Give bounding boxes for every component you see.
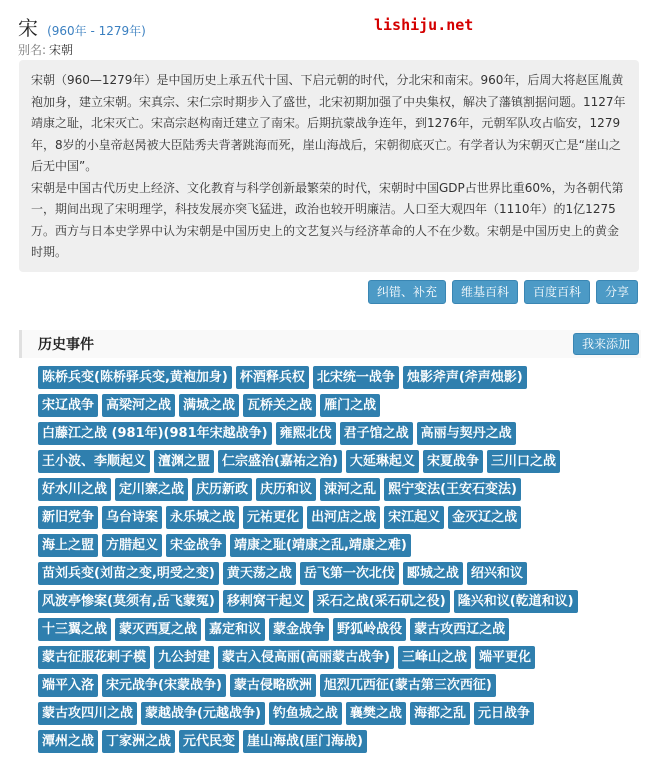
wikipedia-button[interactable]: 维基百科 (452, 280, 518, 304)
event-tag[interactable]: 嘉定和议 (205, 618, 265, 641)
event-tag[interactable]: 海上之盟 (38, 534, 98, 557)
dynasty-years: (960年 - 1279年) (47, 24, 146, 38)
event-tag[interactable]: 靖康之耻(靖康之乱,靖康之难) (230, 534, 411, 557)
event-row (38, 646, 638, 669)
event-tag[interactable]: 潭州之战 (38, 730, 98, 753)
site-watermark: lishiju.net (374, 16, 474, 34)
event-tag[interactable]: 元代民变 (179, 730, 239, 753)
event-tag[interactable]: 北宋统一战争 (313, 366, 399, 389)
event-tag[interactable]: 郾城之战 (403, 562, 463, 585)
event-tag[interactable]: 宋金战争 (166, 534, 226, 557)
event-tag[interactable]: 宋元战争(宋蒙战争) (102, 674, 226, 697)
event-tag[interactable]: 苗刘兵变(刘苗之变,明受之变) (38, 562, 219, 585)
event-tag[interactable]: 十三翼之战 (38, 618, 111, 641)
event-tag[interactable]: 野狐岭战役 (333, 618, 406, 641)
event-tag[interactable]: 移剌窝干起义 (223, 590, 309, 613)
event-tag[interactable]: 方腊起义 (102, 534, 162, 557)
dynasty-title: 宋 (18, 16, 38, 40)
event-tag[interactable]: 九公封建 (154, 646, 214, 669)
event-tag[interactable]: 蒙越战争(元越战争) (141, 702, 265, 725)
event-tag[interactable]: 三川口之战 (487, 450, 560, 473)
event-tag[interactable]: 采石之战(采石矶之役) (313, 590, 450, 613)
description-paragraph-1: 宋朝（960—1279年）是中国历史上承五代十国、下启元朝的时代，分北宋和南宋。960年，后周大将赵匡胤黄袍加身，建立宋朝。宋真宗、宋仁宗时期步入了盛世，北宋初期加强了中央集权，解决了藩镇割据问题。1127年靖康之耻，北宋灭亡。宋高宗赵构南迁建立了南宋。后期抗蒙战争连年，到1276年，元朝军队攻占临安，1279年，8岁的小皇帝赵昺被大臣陆秀夫背著跳海而死，崖山海战后，宋朝彻底灭亡。有学者认为宋朝灭亡是“崖山之后无中国”。 (31, 73, 626, 173)
event-tag[interactable]: 蒙灭西夏之战 (115, 618, 201, 641)
event-tag[interactable]: 隆兴和议(乾道和议) (454, 590, 578, 613)
event-tag[interactable]: 大延琳起义 (346, 450, 419, 473)
event-tag[interactable]: 新旧党争 (38, 506, 98, 529)
event-tag[interactable]: 庆历和议 (256, 478, 316, 501)
event-tag[interactable]: 澶渊之盟 (154, 450, 214, 473)
event-tag[interactable]: 庆历新政 (192, 478, 252, 501)
event-tag[interactable]: 雍熙北伐 (276, 422, 336, 445)
event-tag[interactable]: 蒙古侵略欧洲 (230, 674, 316, 697)
add-event-button[interactable]: 我来添加 (573, 333, 639, 355)
alias-line (18, 41, 73, 58)
event-tag[interactable]: 烛影斧声(斧声烛影) (403, 366, 527, 389)
event-row (38, 366, 638, 389)
event-tag[interactable]: 君子馆之战 (340, 422, 413, 445)
event-tag[interactable]: 端平入洛 (38, 674, 98, 697)
event-tag[interactable]: 定川寨之战 (115, 478, 188, 501)
event-tag[interactable]: 白藤江之战 (981年)(981年宋越战争) (38, 422, 272, 445)
event-tag-list (38, 366, 638, 758)
section-title: 历史事件 (38, 337, 94, 353)
event-tag[interactable]: 蒙古征服花剌子模 (38, 646, 150, 669)
page-header (18, 12, 662, 56)
event-tag[interactable]: 三峰山之战 (398, 646, 471, 669)
dynasty-description (19, 60, 639, 272)
event-tag[interactable]: 丁家洲之战 (102, 730, 175, 753)
share-button[interactable]: 分享 (596, 280, 638, 304)
description-paragraph-2: 宋朝是中国古代历史上经济、文化教育与科学创新最繁荣的时代，宋朝时中国GDP占世界比重60%，为各朝代第一，期间出现了宋明理学，科技发展亦突飞猛进，政治也较开明廉洁。人口至大观四年（1110年）的1亿1275万。西方与日本史学界中认为宋朝是中国历史上的文艺复兴与经济革命的人不在少数。宋朝是中国历史上的黄金时期。 (31, 180, 624, 259)
event-row (38, 506, 638, 529)
event-tag[interactable]: 涑河之乱 (320, 478, 380, 501)
event-tag[interactable]: 仁宗盛治(嘉祐之治) (218, 450, 342, 473)
event-tag[interactable]: 襄樊之战 (346, 702, 406, 725)
section-header (19, 330, 641, 358)
baidu-baike-button[interactable]: 百度百科 (524, 280, 590, 304)
event-tag[interactable]: 蒙古入侵高丽(高丽蒙古战争) (218, 646, 394, 669)
event-tag[interactable]: 蒙古攻四川之战 (38, 702, 137, 725)
event-tag[interactable]: 元日战争 (474, 702, 534, 725)
event-row (38, 450, 638, 473)
event-tag[interactable]: 端平更化 (475, 646, 535, 669)
event-tag[interactable]: 宋辽战争 (38, 394, 98, 417)
event-tag[interactable]: 宋江起义 (384, 506, 444, 529)
event-row (38, 562, 638, 585)
event-tag[interactable]: 海都之乱 (410, 702, 470, 725)
event-tag[interactable]: 黄天荡之战 (223, 562, 296, 585)
event-tag[interactable]: 蒙古攻西辽之战 (410, 618, 509, 641)
alias-value: 宋朝 (49, 43, 74, 57)
event-tag[interactable]: 瓦桥关之战 (243, 394, 316, 417)
event-tag[interactable]: 永乐城之战 (166, 506, 239, 529)
event-row (38, 674, 638, 697)
event-tag[interactable]: 旭烈兀西征(蒙古第三次西征) (320, 674, 496, 697)
event-tag[interactable]: 熙宁变法(王安石变法) (384, 478, 521, 501)
event-tag[interactable]: 好水川之战 (38, 478, 111, 501)
event-tag[interactable]: 高丽与契丹之战 (417, 422, 516, 445)
event-row (38, 534, 638, 557)
event-row (38, 422, 638, 445)
event-tag[interactable]: 陈桥兵变(陈桥驿兵变,黄袍加身) (38, 366, 232, 389)
event-tag[interactable]: 岳飞第一次北伐 (300, 562, 399, 585)
event-tag[interactable]: 王小波、李顺起义 (38, 450, 150, 473)
event-row (38, 702, 638, 725)
event-row (38, 590, 638, 613)
event-tag[interactable]: 宋夏战争 (423, 450, 483, 473)
alias-label: 别名: (18, 43, 47, 57)
event-tag[interactable]: 蒙金战争 (269, 618, 329, 641)
event-tag[interactable]: 高梁河之战 (102, 394, 175, 417)
action-buttons (368, 280, 638, 304)
event-row (38, 394, 638, 417)
event-row (38, 478, 638, 501)
event-tag[interactable]: 元祐更化 (243, 506, 303, 529)
event-tag[interactable]: 杯酒释兵权 (236, 366, 309, 389)
event-row (38, 730, 638, 753)
event-tag[interactable]: 雁门之战 (320, 394, 380, 417)
event-tag[interactable]: 满城之战 (179, 394, 239, 417)
event-tag[interactable]: 钓鱼城之战 (269, 702, 342, 725)
event-tag[interactable]: 崖山海战(厓门海战) (243, 730, 367, 753)
correct-button[interactable]: 纠错、补充 (368, 280, 446, 304)
event-tag[interactable]: 乌台诗案 (102, 506, 162, 529)
events-section (19, 330, 641, 358)
event-tag[interactable]: 金灭辽之战 (448, 506, 521, 529)
event-tag[interactable]: 绍兴和议 (467, 562, 527, 585)
event-tag[interactable]: 风波亭惨案(莫须有,岳飞蒙冤) (38, 590, 219, 613)
event-row (38, 618, 638, 641)
event-tag[interactable]: 出河店之战 (307, 506, 380, 529)
